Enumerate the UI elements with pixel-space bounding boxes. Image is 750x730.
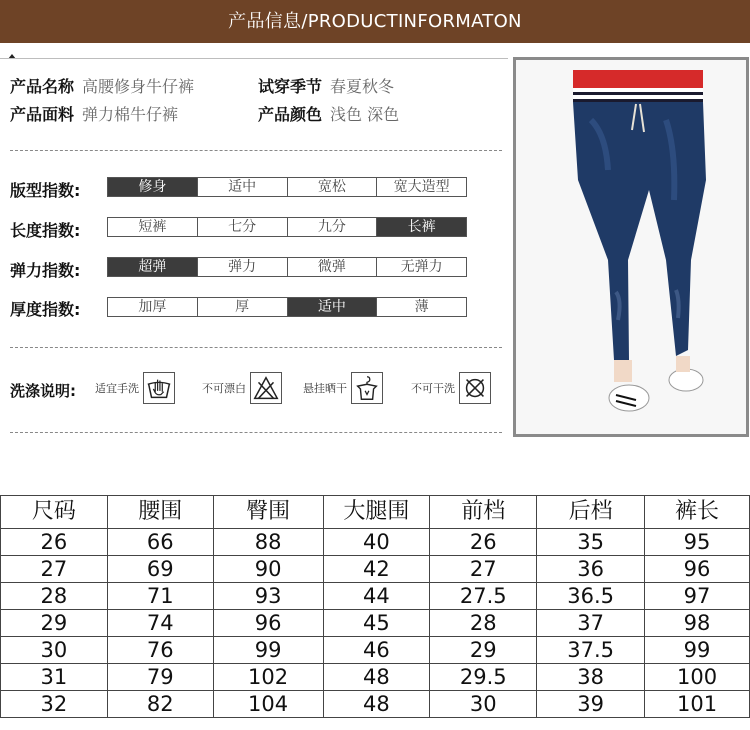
- table-row: [1, 556, 750, 583]
- table-cell: 104: [213, 691, 323, 718]
- no-bleach-icon: [250, 372, 282, 404]
- index-option: 短裤: [138, 219, 167, 235]
- table-cell: 66: [107, 529, 213, 556]
- column-header: 裤长: [645, 496, 750, 529]
- table-cell: 48: [323, 691, 430, 718]
- table-cell: 74: [107, 610, 213, 637]
- hang-dry-icon: [351, 372, 383, 404]
- table-cell: 100: [645, 664, 750, 691]
- table-row: [1, 583, 750, 610]
- divider: [0, 58, 508, 59]
- table-row: [1, 637, 750, 664]
- table-row: [1, 610, 750, 637]
- fit-index-label: 版型指数:: [10, 181, 81, 200]
- stretch-index-scale: [107, 257, 467, 277]
- table-cell: 29: [430, 637, 537, 664]
- wash-item-no-bleach: [202, 372, 282, 404]
- thickness-index-scale: [107, 297, 467, 317]
- table-cell: 37: [537, 610, 645, 637]
- fit-index-scale: [107, 177, 467, 197]
- index-option: 修身: [108, 178, 197, 196]
- column-header: 前档: [430, 496, 537, 529]
- table-cell: 26: [430, 529, 537, 556]
- index-option: 七分: [197, 218, 287, 236]
- table-cell: 79: [107, 664, 213, 691]
- table-cell: 27.5: [430, 583, 537, 610]
- index-option: 适中: [197, 178, 287, 196]
- table-cell: 88: [213, 529, 323, 556]
- table-cell: 93: [213, 583, 323, 610]
- table-cell: 96: [213, 610, 323, 637]
- table-cell: 36: [537, 556, 645, 583]
- table-cell: 46: [323, 637, 430, 664]
- info-color-row: [258, 102, 399, 125]
- table-cell: 38: [537, 664, 645, 691]
- table-cell: 29.5: [430, 664, 537, 691]
- table-cell: 76: [107, 637, 213, 664]
- wash-text: 不可干洗: [411, 382, 455, 395]
- index-option: 厚: [197, 298, 287, 316]
- column-header: 后档: [537, 496, 645, 529]
- info-value: 弹力棉牛仔裤: [82, 105, 179, 124]
- index-option: 无弹力: [376, 258, 466, 276]
- table-cell: 30: [430, 691, 537, 718]
- table-cell: 45: [323, 610, 430, 637]
- index-option: 弹力: [197, 258, 287, 276]
- length-index-scale: [107, 217, 467, 237]
- info-season-row: [258, 74, 394, 97]
- thickness-index-label: 厚度指数:: [10, 300, 81, 319]
- index-option: 宽松: [287, 178, 377, 196]
- table-cell: 101: [645, 691, 750, 718]
- table-cell: 95: [645, 529, 750, 556]
- table-cell: 98: [645, 610, 750, 637]
- table-cell: 27: [430, 556, 537, 583]
- dashed-divider: [10, 150, 502, 151]
- wash-item-hang-dry: [303, 372, 383, 404]
- wash-text: 不可漂白: [202, 382, 246, 395]
- no-dry-clean-icon: [459, 372, 491, 404]
- column-header: 臀围: [213, 496, 323, 529]
- table-cell: 40: [323, 529, 430, 556]
- index-option: 长裤: [376, 218, 466, 236]
- table-cell: 32: [1, 691, 108, 718]
- table-cell: 69: [107, 556, 213, 583]
- info-label: 产品名称: [10, 77, 75, 96]
- wash-item-hand-wash: [95, 372, 175, 404]
- index-option: 超弹: [108, 258, 197, 276]
- table-cell: 35: [537, 529, 645, 556]
- info-value: 春夏秋冬: [330, 77, 395, 96]
- table-cell: 99: [213, 637, 323, 664]
- info-label: 试穿季节: [258, 77, 323, 96]
- length-index-label: 长度指数:: [10, 221, 81, 240]
- index-option: 薄: [376, 298, 466, 316]
- info-fabric-row: [10, 102, 178, 125]
- wash-item-no-dry-clean: [411, 372, 491, 404]
- table-cell: 28: [1, 583, 108, 610]
- jeans-image: [516, 60, 746, 434]
- info-label: 产品颜色: [258, 105, 323, 124]
- table-cell: 97: [645, 583, 750, 610]
- table-cell: 28: [430, 610, 537, 637]
- table-cell: 42: [323, 556, 430, 583]
- column-header: 尺码: [1, 496, 108, 529]
- table-cell: 90: [213, 556, 323, 583]
- table-cell: 36.5: [537, 583, 645, 610]
- table-header-row: [1, 496, 750, 529]
- table-cell: 102: [213, 664, 323, 691]
- index-option: 九分: [287, 218, 377, 236]
- table-row: [1, 691, 750, 718]
- banner-title: 产品信息/PRODUCTINFORMATON: [228, 11, 522, 32]
- column-header: 腰围: [107, 496, 213, 529]
- info-name-row: [10, 74, 194, 97]
- index-option: 加厚: [138, 299, 167, 315]
- table-cell: 71: [107, 583, 213, 610]
- table-cell: 27: [1, 556, 108, 583]
- table-cell: 96: [645, 556, 750, 583]
- table-cell: 31: [1, 664, 108, 691]
- index-option: 微弹: [287, 258, 377, 276]
- table-cell: 99: [645, 637, 750, 664]
- info-label: 产品面料: [10, 105, 75, 124]
- table-row: [1, 529, 750, 556]
- stretch-index-label: 弹力指数:: [10, 261, 81, 280]
- table-cell: 44: [323, 583, 430, 610]
- size-table: [0, 495, 750, 718]
- index-option: 适中: [287, 298, 377, 316]
- product-photo: [516, 60, 746, 434]
- wash-text: 悬挂晒干: [303, 382, 347, 395]
- table-row: [1, 664, 750, 691]
- wash-label: 洗涤说明:: [10, 382, 76, 400]
- info-value: 高腰修身牛仔裤: [82, 77, 195, 96]
- table-cell: 37.5: [537, 637, 645, 664]
- table-cell: 39: [537, 691, 645, 718]
- index-option: 宽大造型: [376, 178, 466, 196]
- table-cell: 26: [1, 529, 108, 556]
- info-value: 浅色 深色: [330, 105, 400, 124]
- product-photo-frame: [513, 57, 749, 437]
- dashed-divider: [10, 347, 502, 348]
- column-header: 大腿围: [323, 496, 430, 529]
- wash-text: 适宜手洗: [95, 382, 139, 395]
- table-cell: 30: [1, 637, 108, 664]
- table-cell: 48: [323, 664, 430, 691]
- table-cell: 82: [107, 691, 213, 718]
- dashed-divider: [10, 432, 502, 433]
- hand-wash-icon: [143, 372, 175, 404]
- table-cell: 29: [1, 610, 108, 637]
